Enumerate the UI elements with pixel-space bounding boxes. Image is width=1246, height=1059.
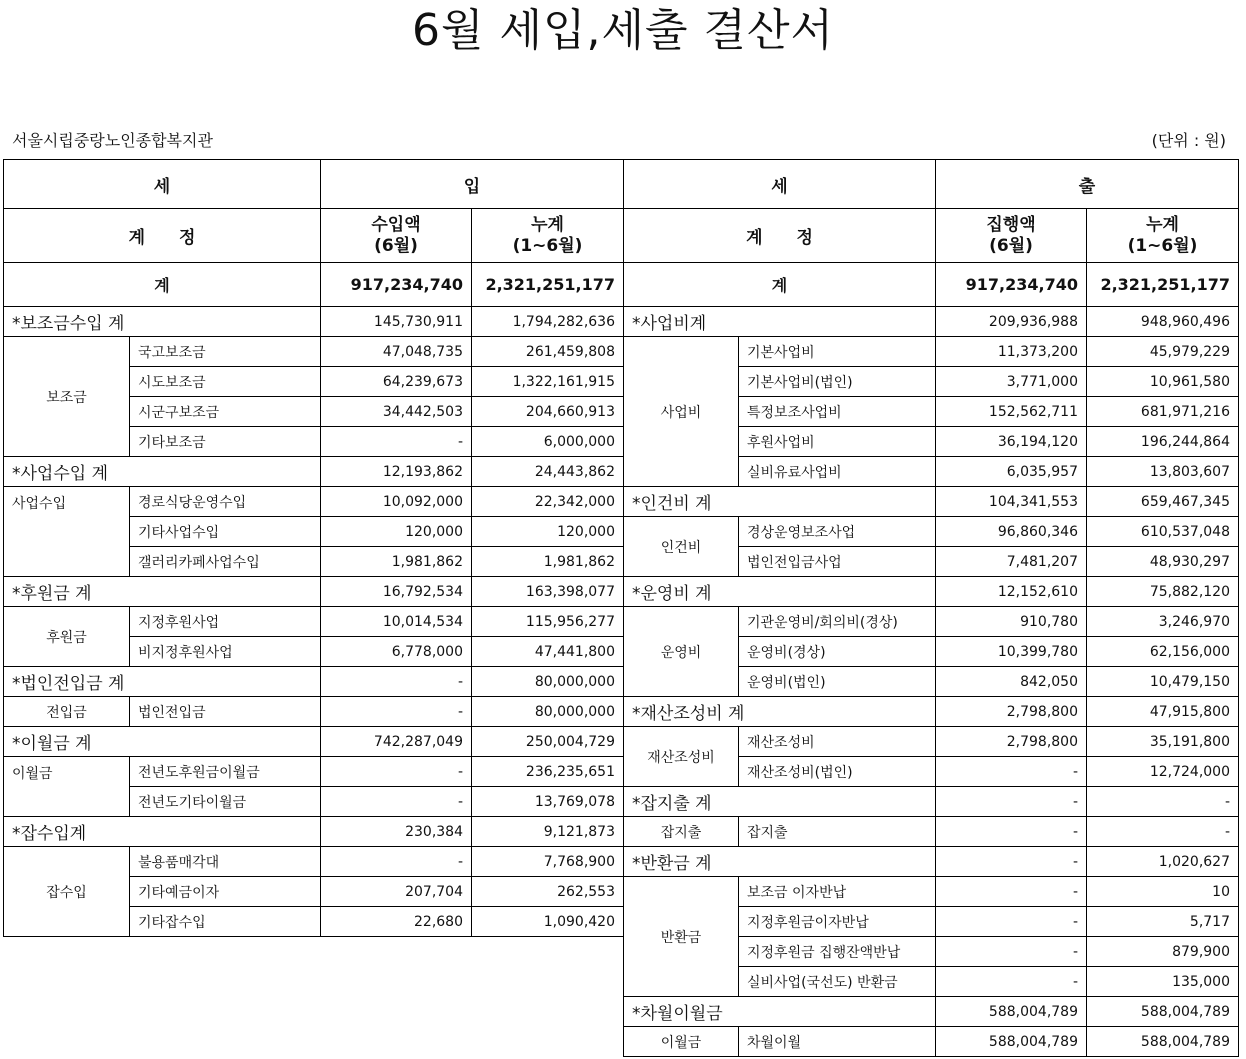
section-cumul: 948,960,496	[1087, 307, 1239, 337]
item-cumul: 115,956,277	[472, 607, 624, 637]
item-name: 갤러리카페사업수입	[130, 547, 321, 577]
item-amount: 22,680	[321, 907, 472, 937]
income-account-header: 계 정	[4, 209, 321, 263]
item-cumul: 204,660,913	[472, 397, 624, 427]
item-name: 법인전입금	[130, 697, 321, 727]
section-label: *차월이월금	[624, 997, 936, 1027]
section-row	[624, 487, 1239, 517]
expense-total-amount: 917,234,740	[936, 263, 1087, 307]
section-amount: 12,152,610	[936, 577, 1087, 607]
section-amount: 12,193,862	[321, 457, 472, 487]
item-cumul: 35,191,800	[1087, 727, 1239, 757]
category-label: 잡지출	[624, 817, 739, 847]
item-name: 비지정후원사업	[130, 637, 321, 667]
page-title: 6월 세입,세출 결산서	[412, 5, 834, 56]
item-name: 기타보조금	[130, 427, 321, 457]
item-amount: -	[936, 937, 1087, 967]
item-cumul: -	[1087, 817, 1239, 847]
item-name: 실비유료사업비	[739, 457, 936, 487]
item-amount: 3,771,000	[936, 367, 1087, 397]
section-label: *사업비계	[624, 307, 936, 337]
item-cumul: 262,553	[472, 877, 624, 907]
category-label: 인건비	[624, 517, 739, 577]
category-label: 사업수입	[4, 487, 130, 577]
item-name: 국고보조금	[130, 337, 321, 367]
item-cumul: 588,004,789	[1087, 1027, 1239, 1057]
unit-label: (단위 : 원)	[1151, 131, 1226, 150]
expense-header-se: 세	[624, 160, 936, 209]
item-name: 기타사업수입	[130, 517, 321, 547]
section-label: *보조금수입 계	[4, 307, 321, 337]
item-amount: -	[321, 697, 472, 727]
category-label: 재산조성비	[624, 727, 739, 787]
section-label: *법인전입금 계	[4, 667, 321, 697]
item-cumul: 196,244,864	[1087, 427, 1239, 457]
section-cumul: 1,794,282,636	[472, 307, 624, 337]
expense-subheader-row	[624, 209, 1239, 263]
item-cumul: 7,768,900	[472, 847, 624, 877]
section-amount: 16,792,534	[321, 577, 472, 607]
expense-account-header: 계 정	[624, 209, 936, 263]
table-row	[4, 487, 624, 517]
item-amount: -	[321, 427, 472, 457]
section-cumul: 75,882,120	[1087, 577, 1239, 607]
section-row	[624, 577, 1239, 607]
item-amount: 152,562,711	[936, 397, 1087, 427]
item-amount: 1,981,862	[321, 547, 472, 577]
item-cumul: 62,156,000	[1087, 637, 1239, 667]
section-cumul: 659,467,345	[1087, 487, 1239, 517]
item-name: 기타잡수입	[130, 907, 321, 937]
income-header-se: 세	[4, 160, 321, 209]
section-amount: 588,004,789	[936, 997, 1087, 1027]
item-amount: -	[936, 757, 1087, 787]
item-amount: -	[936, 817, 1087, 847]
item-amount: 6,035,957	[936, 457, 1087, 487]
item-name: 지정후원사업	[130, 607, 321, 637]
category-label: 반환금	[624, 877, 739, 997]
item-amount: 64,239,673	[321, 367, 472, 397]
income-subheader-row	[4, 209, 624, 263]
income-header-ip: 입	[321, 160, 624, 209]
item-name: 지정후원금 집행잔액반납	[739, 937, 936, 967]
section-row	[4, 817, 624, 847]
expense-header-chul: 출	[936, 160, 1239, 209]
item-cumul: 120,000	[472, 517, 624, 547]
expense-header-row	[624, 160, 1239, 209]
item-cumul: 681,971,216	[1087, 397, 1239, 427]
section-amount: -	[321, 667, 472, 697]
section-cumul: 163,398,077	[472, 577, 624, 607]
section-cumul: 9,121,873	[472, 817, 624, 847]
item-cumul: 1,322,161,915	[472, 367, 624, 397]
table-row	[624, 727, 1239, 757]
item-amount: 10,014,534	[321, 607, 472, 637]
item-name: 보조금 이자반납	[739, 877, 936, 907]
expense-amount-header: 집행액 (6월)	[936, 209, 1087, 263]
item-cumul: 1,090,420	[472, 907, 624, 937]
item-cumul: 10	[1087, 877, 1239, 907]
item-cumul: 13,803,607	[1087, 457, 1239, 487]
category-label: 이월금	[4, 757, 130, 817]
item-cumul: 261,459,808	[472, 337, 624, 367]
item-amount: 34,442,503	[321, 397, 472, 427]
section-cumul: 1,020,627	[1087, 847, 1239, 877]
table-row	[4, 337, 624, 367]
table-row	[624, 337, 1239, 367]
category-label: 사업비	[624, 337, 739, 487]
category-label: 이월금	[624, 1027, 739, 1057]
section-row	[4, 457, 624, 487]
item-name: 잡지출	[739, 817, 936, 847]
category-label: 운영비	[624, 607, 739, 697]
item-cumul: 13,769,078	[472, 787, 624, 817]
item-name: 시도보조금	[130, 367, 321, 397]
section-row	[624, 997, 1239, 1027]
item-name: 전년도기타이월금	[130, 787, 321, 817]
section-row	[4, 307, 624, 337]
section-amount: 145,730,911	[321, 307, 472, 337]
section-row	[624, 307, 1239, 337]
section-label: *인건비 계	[624, 487, 936, 517]
section-label: *잡지출 계	[624, 787, 936, 817]
expense-table	[623, 159, 1239, 1057]
item-cumul: 45,979,229	[1087, 337, 1239, 367]
item-cumul: 3,246,970	[1087, 607, 1239, 637]
section-row	[4, 577, 624, 607]
item-name: 운영비(경상)	[739, 637, 936, 667]
section-amount: -	[936, 787, 1087, 817]
income-total-row	[4, 263, 624, 307]
item-amount: 7,481,207	[936, 547, 1087, 577]
item-name: 기타예금이자	[130, 877, 321, 907]
section-amount: 742,287,049	[321, 727, 472, 757]
section-label: *이월금 계	[4, 727, 321, 757]
item-amount: 910,780	[936, 607, 1087, 637]
item-amount: -	[321, 847, 472, 877]
section-row	[4, 667, 624, 697]
expense-total-cumul: 2,321,251,177	[1087, 263, 1239, 307]
item-amount: -	[936, 877, 1087, 907]
organization-name: 서울시립중랑노인종합복지관	[12, 131, 213, 150]
item-name: 법인전입금사업	[739, 547, 936, 577]
item-amount: -	[936, 907, 1087, 937]
table-row	[4, 757, 624, 787]
item-name: 시군구보조금	[130, 397, 321, 427]
item-amount: 36,194,120	[936, 427, 1087, 457]
income-table	[3, 159, 624, 937]
section-label: *잡수입계	[4, 817, 321, 847]
section-label: *반환금 계	[624, 847, 936, 877]
table-row	[4, 697, 624, 727]
item-amount: -	[936, 967, 1087, 997]
item-cumul: 10,961,580	[1087, 367, 1239, 397]
item-name: 운영비(법인)	[739, 667, 936, 697]
item-name: 불용품매각대	[130, 847, 321, 877]
section-cumul: 24,443,862	[472, 457, 624, 487]
item-cumul: 1,981,862	[472, 547, 624, 577]
item-cumul: 236,235,651	[472, 757, 624, 787]
item-amount: 6,778,000	[321, 637, 472, 667]
section-row	[624, 787, 1239, 817]
item-amount: -	[321, 787, 472, 817]
section-label: *운영비 계	[624, 577, 936, 607]
item-name: 기본사업비	[739, 337, 936, 367]
category-label: 전입금	[4, 697, 130, 727]
item-cumul: 48,930,297	[1087, 547, 1239, 577]
item-cumul: 12,724,000	[1087, 757, 1239, 787]
section-label: *후원금 계	[4, 577, 321, 607]
income-total-cumul: 2,321,251,177	[472, 263, 624, 307]
item-amount: 47,048,735	[321, 337, 472, 367]
section-amount: 209,936,988	[936, 307, 1087, 337]
item-name: 기본사업비(법인)	[739, 367, 936, 397]
table-row	[624, 817, 1239, 847]
expense-cumul-header: 누계 (1~6월)	[1087, 209, 1239, 263]
section-cumul: 80,000,000	[472, 667, 624, 697]
item-name: 경상운영보조사업	[739, 517, 936, 547]
category-label: 잡수입	[4, 847, 130, 937]
table-row	[624, 1027, 1239, 1057]
section-cumul: -	[1087, 787, 1239, 817]
table-row	[4, 607, 624, 637]
item-name: 차월이월	[739, 1027, 936, 1057]
item-amount: 2,798,800	[936, 727, 1087, 757]
section-amount: -	[936, 847, 1087, 877]
item-cumul: 10,479,150	[1087, 667, 1239, 697]
item-amount: 120,000	[321, 517, 472, 547]
section-amount: 230,384	[321, 817, 472, 847]
income-total-amount: 917,234,740	[321, 263, 472, 307]
item-name: 경로식당운영수입	[130, 487, 321, 517]
item-amount: 842,050	[936, 667, 1087, 697]
item-cumul: 879,900	[1087, 937, 1239, 967]
section-row	[624, 847, 1239, 877]
expense-total-row	[624, 263, 1239, 307]
section-cumul: 47,915,800	[1087, 697, 1239, 727]
item-name: 지정후원금이자반납	[739, 907, 936, 937]
section-cumul: 588,004,789	[1087, 997, 1239, 1027]
section-row	[624, 697, 1239, 727]
item-name: 재산조성비	[739, 727, 936, 757]
item-amount: 96,860,346	[936, 517, 1087, 547]
item-cumul: 22,342,000	[472, 487, 624, 517]
item-cumul: 135,000	[1087, 967, 1239, 997]
item-cumul: 47,441,800	[472, 637, 624, 667]
item-amount: 588,004,789	[936, 1027, 1087, 1057]
table-row	[624, 607, 1239, 637]
item-cumul: 610,537,048	[1087, 517, 1239, 547]
table-row	[624, 517, 1239, 547]
expense-total-label: 계	[624, 263, 936, 307]
section-amount: 2,798,800	[936, 697, 1087, 727]
item-amount: -	[321, 757, 472, 787]
item-name: 실비사업(국선도) 반환금	[739, 967, 936, 997]
item-cumul: 5,717	[1087, 907, 1239, 937]
category-label: 보조금	[4, 337, 130, 457]
income-amount-header: 수입액 (6월)	[321, 209, 472, 263]
item-cumul: 6,000,000	[472, 427, 624, 457]
category-label: 후원금	[4, 607, 130, 667]
table-row	[624, 877, 1239, 907]
income-header-row	[4, 160, 624, 209]
item-amount: 10,399,780	[936, 637, 1087, 667]
item-name: 재산조성비(법인)	[739, 757, 936, 787]
item-name: 전년도후원금이월금	[130, 757, 321, 787]
item-name: 특정보조사업비	[739, 397, 936, 427]
item-amount: 10,092,000	[321, 487, 472, 517]
income-total-label: 계	[4, 263, 321, 307]
item-cumul: 80,000,000	[472, 697, 624, 727]
section-row	[4, 727, 624, 757]
item-name: 후원사업비	[739, 427, 936, 457]
section-amount: 104,341,553	[936, 487, 1087, 517]
item-amount: 11,373,200	[936, 337, 1087, 367]
item-name: 기관운영비/회의비(경상)	[739, 607, 936, 637]
section-label: *재산조성비 계	[624, 697, 936, 727]
table-row	[4, 847, 624, 877]
section-cumul: 250,004,729	[472, 727, 624, 757]
income-cumul-header: 누계 (1~6월)	[472, 209, 624, 263]
section-label: *사업수입 계	[4, 457, 321, 487]
item-amount: 207,704	[321, 877, 472, 907]
